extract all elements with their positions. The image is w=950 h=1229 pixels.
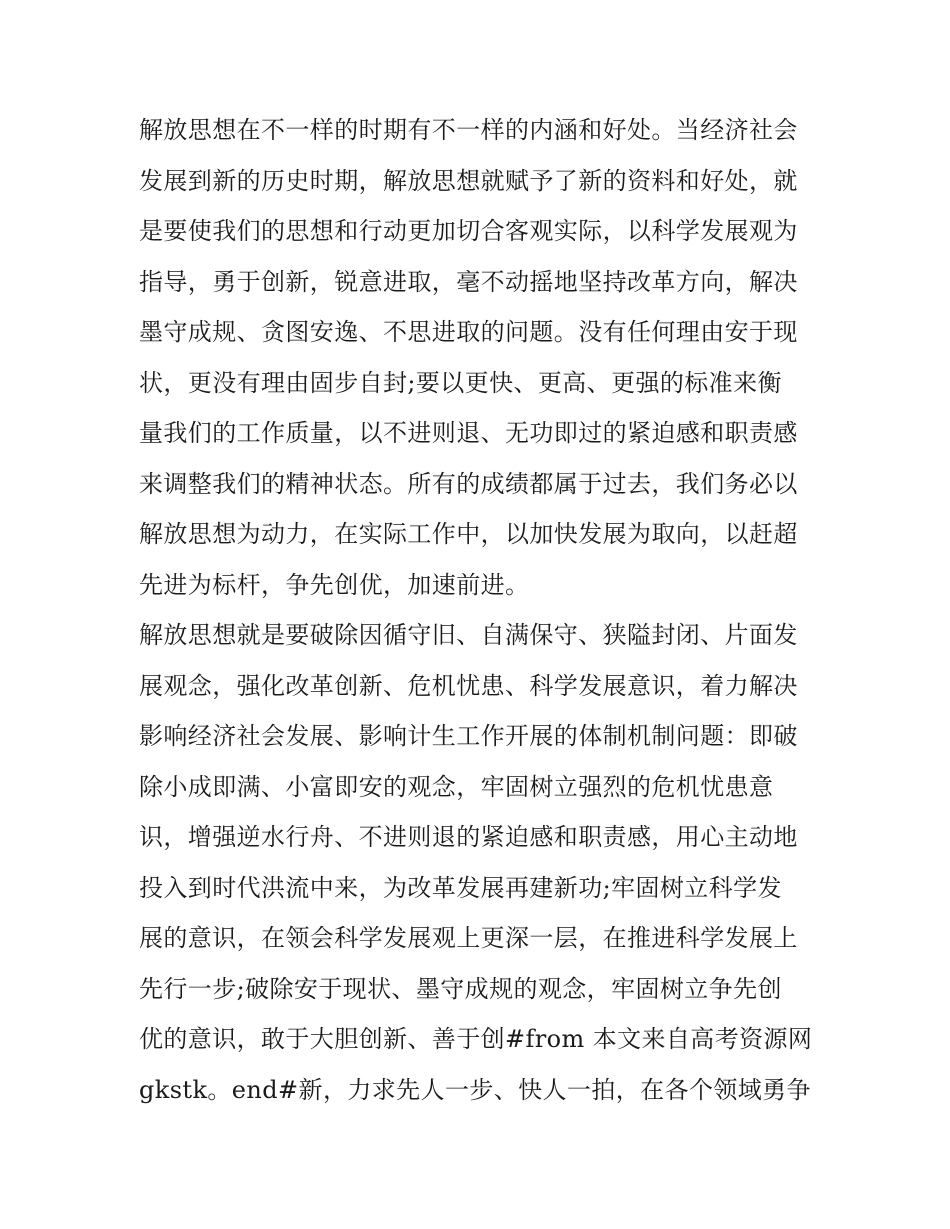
text-line: 解放思想为动力，在实际工作中，以加快发展为取向，以赶超 [139,520,798,548]
text-line: gkstk。end#新，力求先人一步、快人一拍，在各个领域勇争 [139,1075,811,1104]
document-body [139,105,819,1115]
text-line: 量我们的工作质量，以不进则退、无功即过的紧迫感和职责感 [139,419,798,447]
text-line: 状，更没有理由固步自封;要以更快、更高、更强的标准来衡 [139,368,782,397]
text-line: 解放思想在不一样的时期有不一样的内涵和好处。当经济社会 [139,116,798,144]
text-line: 先进为标杆，争先创优，加速前进。 [139,570,530,599]
text-line: 来调整我们的精神状态。所有的成绩都属于过去，我们务必以 [139,469,798,498]
text-line: 墨守成规、贪图安逸、不思进取的问题。没有任何理由安于现 [139,318,798,346]
text-line: 投入到时代洪流中来，为改革发展再建新功;牢固树立科学发 [139,873,782,902]
text-line: 识，增强逆水行舟、不进则退的紧迫感和职责感，用心主动地 [139,823,798,851]
text-line: 发展到新的历史时期，解放思想就赋予了新的资料和好处，就 [139,166,798,195]
paragraph-1 [139,105,819,610]
text-line: 先行一步;破除安于现状、墨守成规的观念，牢固树立争先创 [139,974,782,1003]
text-line: 展观念，强化改革创新、危机忧患、科学发展意识，着力解决 [139,671,798,700]
text-line: 指导，勇于创新，锐意进取，毫不动摇地坚持改革方向，解决 [139,267,798,296]
text-line: 是要使我们的思想和行动更加切合客观实际，以科学发展观为 [139,217,798,245]
text-line: 展的意识，在领会科学发展观上更深一层，在推进科学发展上 [139,924,798,952]
text-line: 影响经济社会发展、影响计生工作开展的体制机制问题：即破 [139,722,798,750]
paragraph-2 [139,610,819,1115]
text-line: 优的意识，敢于大胆创新、善于创#from 本文来自高考资源网 [139,1025,813,1053]
text-line: 除小成即满、小富即安的观念，牢固树立强烈的危机忧患意 [139,772,774,801]
text-line: 解放思想就是要破除因循守旧、自满保守、狭隘封闭、片面发 [139,621,798,649]
